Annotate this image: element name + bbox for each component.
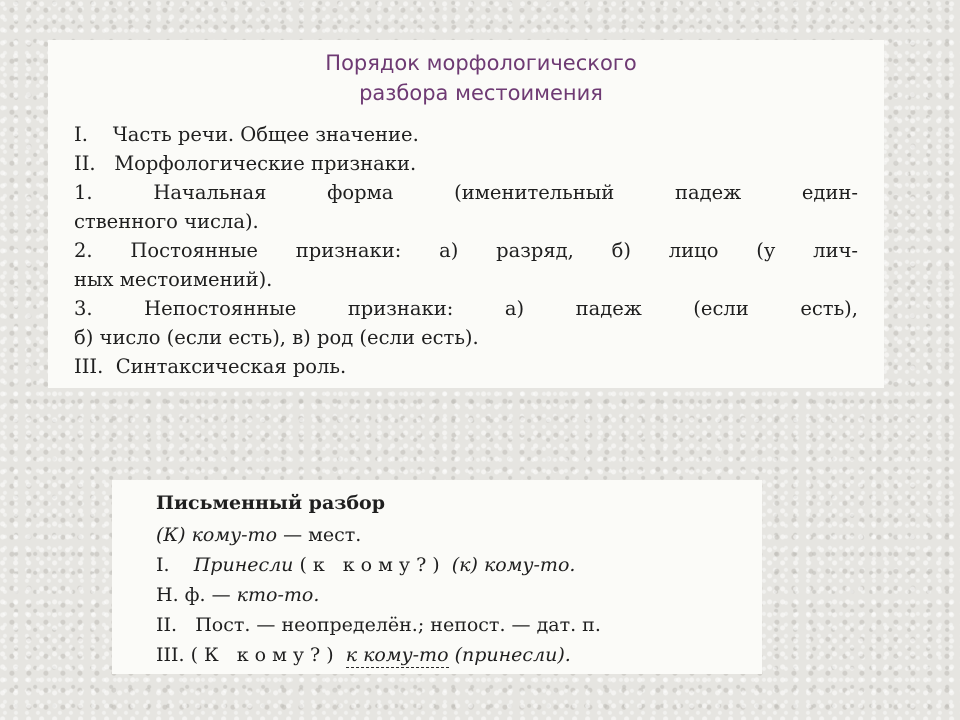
item-text-line-2: ственного числа). [74,210,259,233]
item-number: I. [74,123,88,146]
item-number: II. [74,152,96,175]
item-text: Морфологические признаки. [114,152,417,175]
item-text: Синтаксическая роль. [115,355,347,378]
verb: Принесли [193,554,294,576]
analysis-row [156,640,732,670]
item-text-line-2: ных местоимений). [74,268,273,291]
row-number: I. [156,554,170,576]
item-text-line-2: б) число (если есть), в) род (если есть). [74,326,479,349]
question: (К кому?) [190,644,340,666]
initial-form-prefix: Н. ф. — [156,584,231,606]
item-number: 2. [74,239,93,262]
list-item [74,120,858,149]
question: (к кому?) [299,554,446,576]
analysis-row [156,520,732,550]
item-text-line-1: Непостоянные признаки: а) падеж (если есть), [144,297,858,320]
list-item-continuation [74,265,858,294]
written-analysis-heading: Письменный разбор [156,492,386,514]
title-line-2: разбора местоимения [359,81,603,105]
answer: (к) кому-то. [451,554,576,576]
verb: (принесли). [454,644,571,666]
list-item-continuation [74,323,858,352]
underlined-phrase: к кому-то [345,644,449,666]
list-item [74,178,858,207]
written-analysis-card [112,480,762,674]
analysis-row [156,580,732,610]
row-number: II. [156,614,178,636]
item-text: Часть речи. Общее значение. [112,123,419,146]
part-of-speech: — мест. [283,524,362,546]
item-text-line-1: Начальная форма (именительный падеж един- [153,181,858,204]
item-number: 1. [74,181,93,204]
list-item [74,352,858,381]
analysis-steps-list [74,120,858,381]
list-item [74,149,858,178]
pronoun-analysis-order-card [48,40,884,388]
analysis-row [156,610,732,640]
analysis-row [156,550,732,580]
initial-form: кто-то. [236,584,320,606]
card-title [74,48,858,108]
features-text: Пост. — неопределён.; непост. — дат. п. [195,614,601,636]
analyzed-word: (К) кому-то [156,524,278,546]
title-line-1: Порядок морфологического [325,51,637,75]
item-number: 3. [74,297,93,320]
list-item [74,294,858,323]
list-item [74,236,858,265]
item-number: III. [74,355,104,378]
item-text-line-1: Постоянные признаки: а) разряд, б) лицо (у лич- [130,239,858,262]
list-item-continuation [74,207,858,236]
row-number: III. [156,644,185,666]
